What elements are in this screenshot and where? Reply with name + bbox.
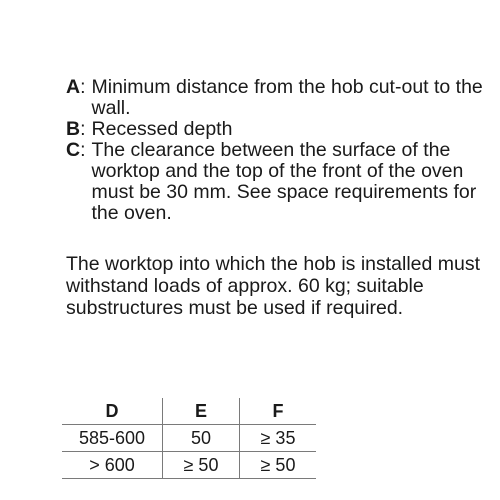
table-header-row: [62, 398, 316, 425]
table-cell: 50: [163, 425, 240, 452]
definition-key: C: [66, 139, 81, 161]
definition-text: The clearance between the surface of the worktop and the top of the front of the oven must be 30 mm. See space requirements for the oven.: [91, 139, 477, 224]
definition-key: A: [66, 76, 81, 98]
table-row: [62, 425, 316, 452]
dimension-definitions: [66, 77, 496, 224]
table-cell: > 600: [62, 452, 163, 479]
dimension-table: [62, 398, 316, 479]
table-row: [62, 452, 316, 479]
worktop-load-note: The worktop into which the hob is installed must withstand loads of approx. 60 kg; suitable substructures must be used if required.: [66, 253, 481, 319]
definition-text: Minimum distance from the hob cut-out to the wall.: [91, 76, 483, 119]
definition-b: B : Recessed depth: [66, 119, 496, 140]
column-header-f: F: [240, 398, 317, 425]
table-cell: ≥ 50: [163, 452, 240, 479]
table-cell: ≥ 35: [240, 425, 317, 452]
table-cell: 585-600: [62, 425, 163, 452]
table-cell: ≥ 50: [240, 452, 317, 479]
column-header-e: E: [163, 398, 240, 425]
definition-key: B: [66, 118, 81, 140]
definition-text: Recessed depth: [91, 118, 233, 140]
column-header-d: D: [62, 398, 163, 425]
definition-a: A : Minimum distance from the hob cut-out to the wall.: [66, 77, 496, 119]
definition-c: C : The clearance between the surface of the worktop and the top of the front of the oven must be 30 mm. See space requirements for the oven.: [66, 140, 496, 224]
